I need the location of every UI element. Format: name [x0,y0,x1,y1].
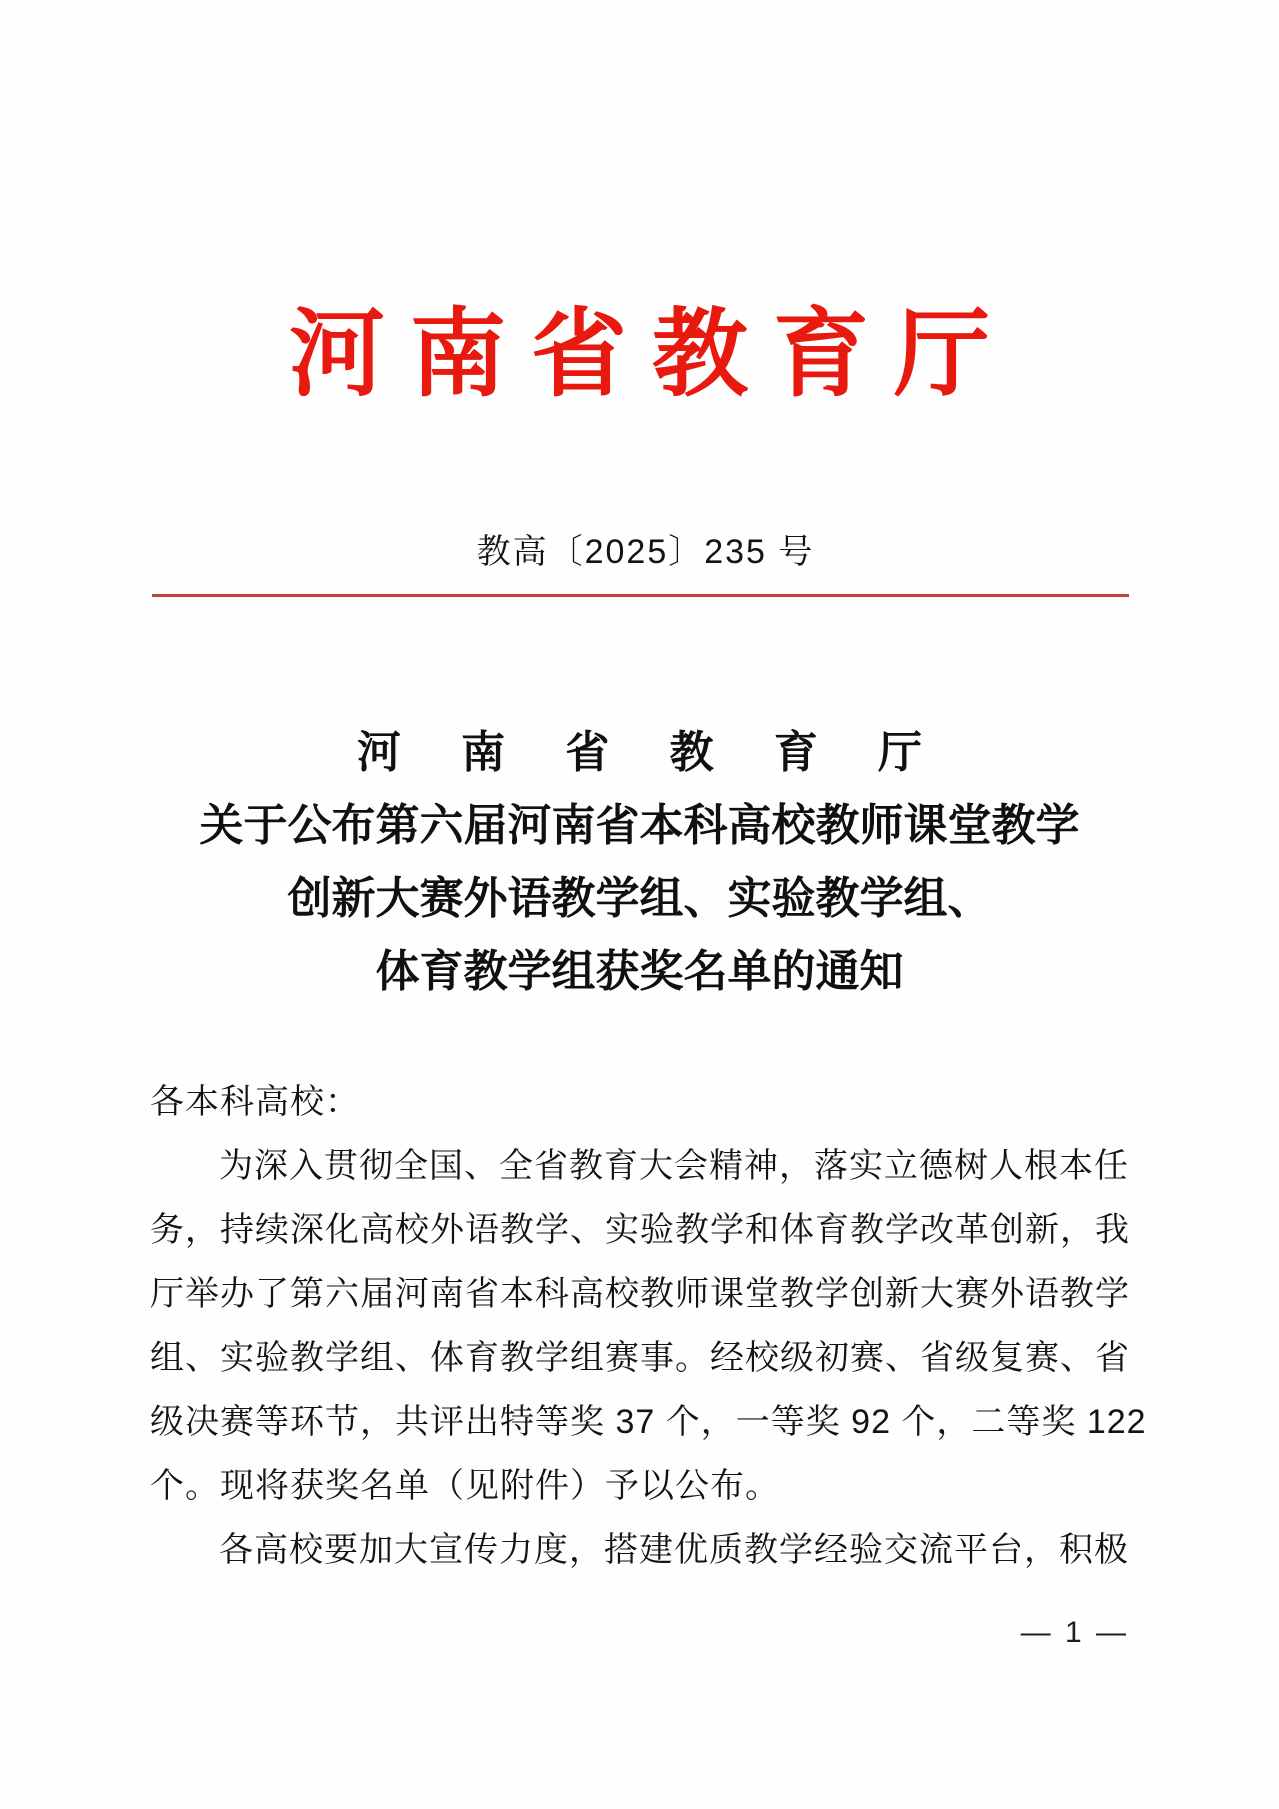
notice-body [150,1070,1147,1582]
document-number: 教高〔2025〕235 号 [476,533,815,571]
notice-title-line-4: 体育教学组获奖名单的通知 [375,947,904,996]
body-line: 各高校要加大宣传力度，搭建优质教学经验交流平台，积极 [219,1531,1129,1569]
body-line: 为深入贯彻全国、全省教育大会精神，落实立德树人根本任 [219,1147,1129,1185]
notice-title-line-1: 河 南 省 教 育 厅 [356,728,947,777]
body-line: 务，持续深化高校外语教学、实验教学和体育教学改革创新，我 [150,1211,1130,1249]
agency-letterhead-title: 河南省教育厅 [289,301,1015,408]
letterhead-divider-line [152,594,1129,597]
body-line: 个。现将获奖名单（见附件）予以公布。 [150,1467,780,1505]
notice-title-line-2: 关于公布第六届河南省本科高校教师课堂教学 [199,801,1080,850]
page-number: — 1 — [1020,1616,1129,1649]
body-line: 组、实验教学组、体育教学组赛事。经校级初赛、省级复赛、省 [150,1339,1130,1377]
body-line: 厅举办了第六届河南省本科高校教师课堂教学创新大赛外语教学 [150,1275,1130,1313]
salutation-line: 各本科高校： [150,1083,360,1121]
notice-title [0,716,1279,1008]
body-line: 级决赛等环节，共评出特等奖 37 个，一等奖 92 个，二等奖 122 [150,1403,1147,1441]
notice-title-line-3: 创新大赛外语教学组、实验教学组、 [287,874,992,923]
